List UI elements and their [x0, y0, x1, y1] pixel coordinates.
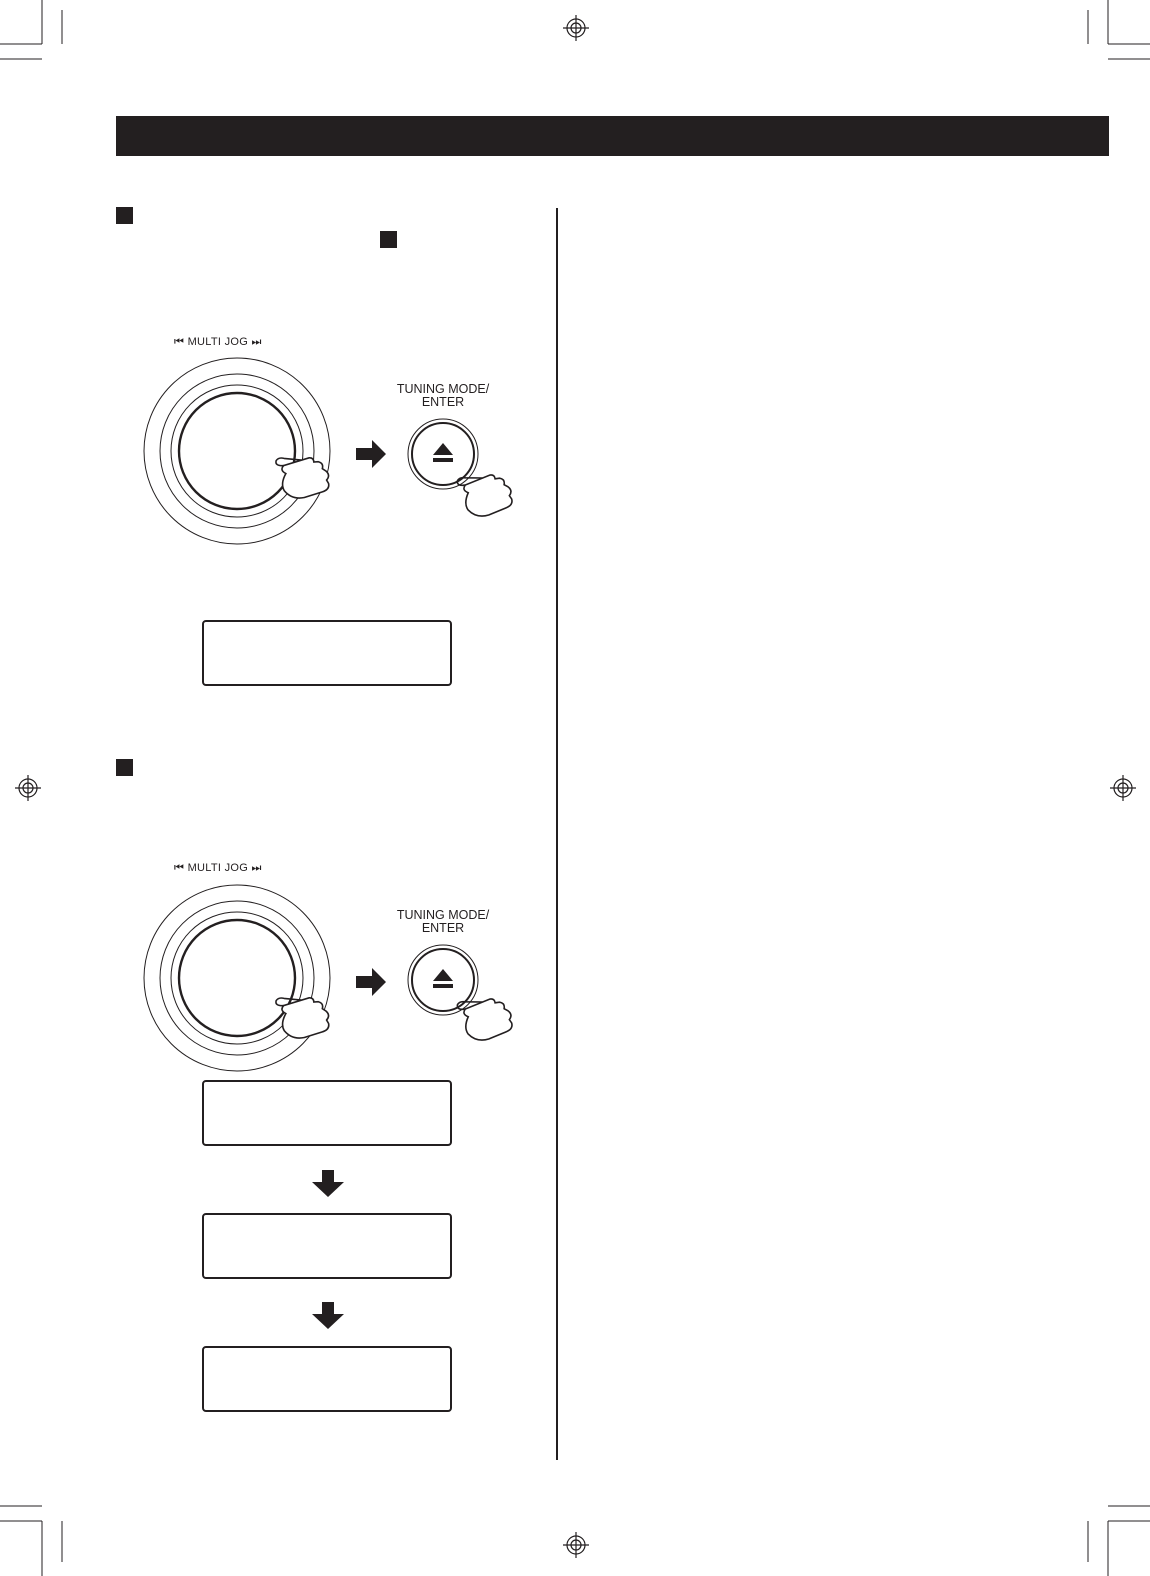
tuning-mode-enter-label: TUNING MODE/ ENTER: [396, 382, 490, 409]
display-panel: [202, 1213, 452, 1279]
pointing-hand-icon: [450, 982, 517, 1051]
tuning-mode-enter-label: TUNING MODE/ ENTER: [396, 908, 490, 935]
multi-jog-label: ⏮︎ MULTI JOG ⏭︎: [174, 336, 262, 348]
display-panel: [202, 1080, 452, 1146]
registration-mark-icon: [15, 15, 1136, 1558]
tuning-mode-enter-button: [408, 945, 478, 1015]
step-marker: [116, 759, 133, 776]
display-panel: [202, 620, 452, 686]
display-panel: [202, 1346, 452, 1412]
arrow-down-icon: [312, 1170, 344, 1197]
skip-previous-icon: ⏮︎: [174, 862, 185, 874]
arrow-down-icon: [312, 1302, 344, 1329]
step-marker: [116, 207, 133, 224]
skip-previous-icon: ⏮︎: [174, 336, 185, 348]
skip-next-icon: ⏭︎: [251, 336, 262, 348]
arrow-right-icon: [356, 440, 386, 468]
eject-icon: [433, 443, 453, 455]
section-header-bar: [116, 116, 1109, 156]
column-divider: [556, 208, 558, 1460]
step-marker: [380, 231, 397, 248]
arrow-right-icon: [356, 968, 386, 996]
multi-jog-dial: [144, 885, 330, 1071]
pointing-hand-icon: [269, 441, 335, 509]
multi-jog-label: ⏮︎ MULTI JOG ⏭︎: [174, 862, 262, 874]
eject-icon: [433, 969, 453, 981]
pointing-hand-icon: [450, 458, 517, 527]
skip-next-icon: ⏭︎: [251, 862, 262, 874]
multi-jog-dial: [144, 358, 330, 544]
